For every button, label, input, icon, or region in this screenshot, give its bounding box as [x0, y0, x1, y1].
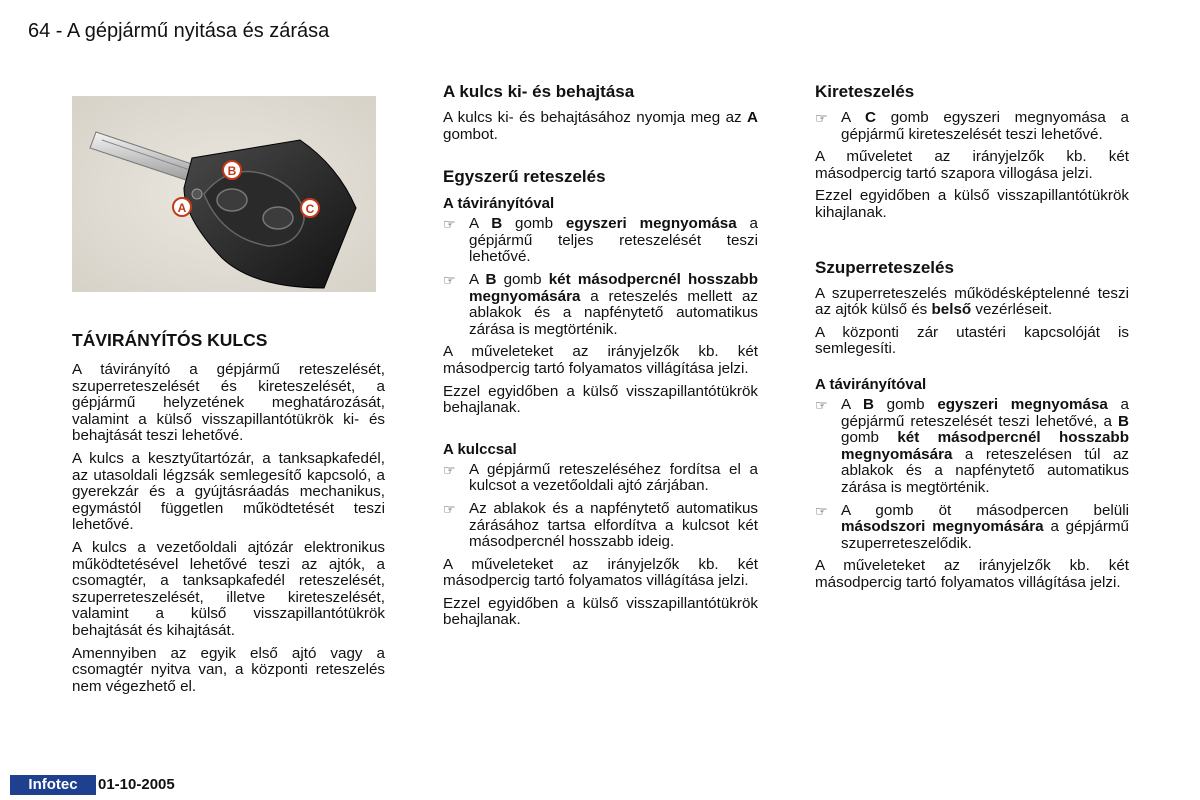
column-3	[815, 82, 1129, 597]
paragraph: A kulcs a vezetőoldali ajtózár elektronikus működtetésével lehetővé teszi az ajtók, a csomagtér, a tanksapkafedél reteszelését, szuperreteszelését, illetve kireteszelését, valamint a külső visszapillantótükrök behajtását és kihajtását.	[72, 538, 385, 639]
pointing-hand-icon: ☞	[443, 500, 456, 517]
list-item: ☞ A gépjármű reteszeléséhez fordítsa el a kulcsot a vezetőoldali ajtó zárjában.	[443, 460, 758, 495]
column-1	[72, 362, 385, 701]
paragraph: A távirányító a gépjármű reteszelését, szuperreteszelését és kireteszelését, a gépjármű helyzetének meghatározását, valamint a külső visszapillantótükrök ki- és behajtását teszi lehetővé.	[72, 361, 385, 445]
paragraph: A műveleteket az irányjelzők kb. két másodpercig tartó folyamatos villágítása jelzi.	[443, 555, 758, 590]
subsection-title-remote: A távirányítóval	[815, 375, 927, 393]
column-2	[443, 82, 758, 635]
label-c: C	[305, 202, 315, 216]
paragraph: Ezzel egyidőben a külső visszapillantótükrök behajlanak.	[443, 594, 758, 629]
list-item: ☞ A gomb öt másodpercen belüli másodszori megnyomására a gépjármű szuperreteszelődik.	[815, 501, 1129, 552]
pointing-hand-icon: ☞	[815, 502, 828, 519]
paragraph: A műveleteket az irányjelzők kb. két másodpercig tartó folyamatos villágítása jelzi.	[443, 343, 758, 377]
footer-date: 01-10-2005	[98, 776, 175, 793]
paragraph: A kulcs a kesztyűtartózár, a tanksapkafedél, az utasoldali légzsák semlegesítő kapcsoló, a gyerekzár és a gyújtásráadás mechanikus, egymástól független működtetését teszi lehetővé.	[72, 449, 385, 534]
list-item: ☞ A B gomb egyszeri megnyomása a gépjármű teljes reteszelését teszi lehetővé.	[443, 215, 759, 266]
section-title-remote-key: TÁVIRÁNYÍTÓS KULCS	[72, 330, 268, 350]
label-a: A	[177, 201, 187, 215]
infotec-logo: Infotec	[10, 775, 96, 795]
list-item: ☞ A C gomb egyszeri megnyomása a gépjármű kireteszelését teszi lehetővé.	[815, 109, 1129, 143]
page-header: 64 - A gépjármű nyitása és zárása	[28, 20, 330, 42]
paragraph: A központi zár utastéri kapcsolóját is semlegesíti.	[815, 323, 1129, 358]
pointing-hand-icon: ☞	[815, 110, 828, 126]
paragraph: A műveleteket az irányjelzők kb. két másodpercig tartó folyamatos villágítása jelzi.	[815, 557, 1129, 591]
paragraph: Ezzel egyidőben a külső visszapillantótükrök behajlanak.	[443, 382, 758, 417]
pointing-hand-icon: ☞	[443, 271, 456, 288]
label-b: B	[227, 164, 237, 178]
section-title-superlocking: Szuperreteszelés	[815, 257, 954, 277]
list-item: ☞ A B gomb egyszeri megnyomása a gépjármű reteszelését teszi lehetővé, a B gomb két másodpercnél hosszabb megnyomására a reteszelésen túl az ablakok és a napfénytető automatikus zárása is megtörténik.	[815, 395, 1129, 496]
section-title-key-fold: A kulcs ki- és behajtása	[443, 82, 635, 101]
subsection-title-remote: A távirányítóval	[443, 195, 555, 213]
pointing-hand-icon: ☞	[443, 461, 456, 478]
section-title-simple-locking: Egyszerű reteszelés	[443, 167, 606, 187]
list-item: ☞ Az ablakok és a napfénytető automatikus zárásához tartsa elfordítva a kulcsot két másodpercnél hosszabb ideig.	[443, 499, 758, 551]
section-title-unlocking: Kireteszelés	[815, 82, 915, 101]
paragraph: A szuperreteszelés működésképtelenné teszi az ajtók külső és belső vezérléseit.	[815, 284, 1129, 319]
paragraph: A műveletet az irányjelzők kb. két másodpercig tartó szapora villogása jelzi.	[815, 148, 1129, 182]
list-item: ☞ A B gomb két másodpercnél hosszabb megnyomására a reteszelés mellett az ablakok és a napfénytető automatikus zárása is megtörténik.	[443, 270, 758, 338]
subsection-title-key: A kulccsal	[443, 440, 517, 458]
key-remote-image	[72, 96, 376, 292]
paragraph: Amennyiben az egyik első ajtó vagy a csomagtér nyitva van, a központi reteszelés nem végezhető el.	[72, 644, 385, 695]
pointing-hand-icon: ☞	[815, 396, 828, 413]
paragraph: A kulcs ki- és behajtásához nyomja meg az A gombot.	[443, 109, 758, 143]
pointing-hand-icon: ☞	[443, 216, 456, 233]
paragraph: Ezzel egyidőben a külső visszapillantótükrök kihajlanak.	[815, 187, 1129, 221]
